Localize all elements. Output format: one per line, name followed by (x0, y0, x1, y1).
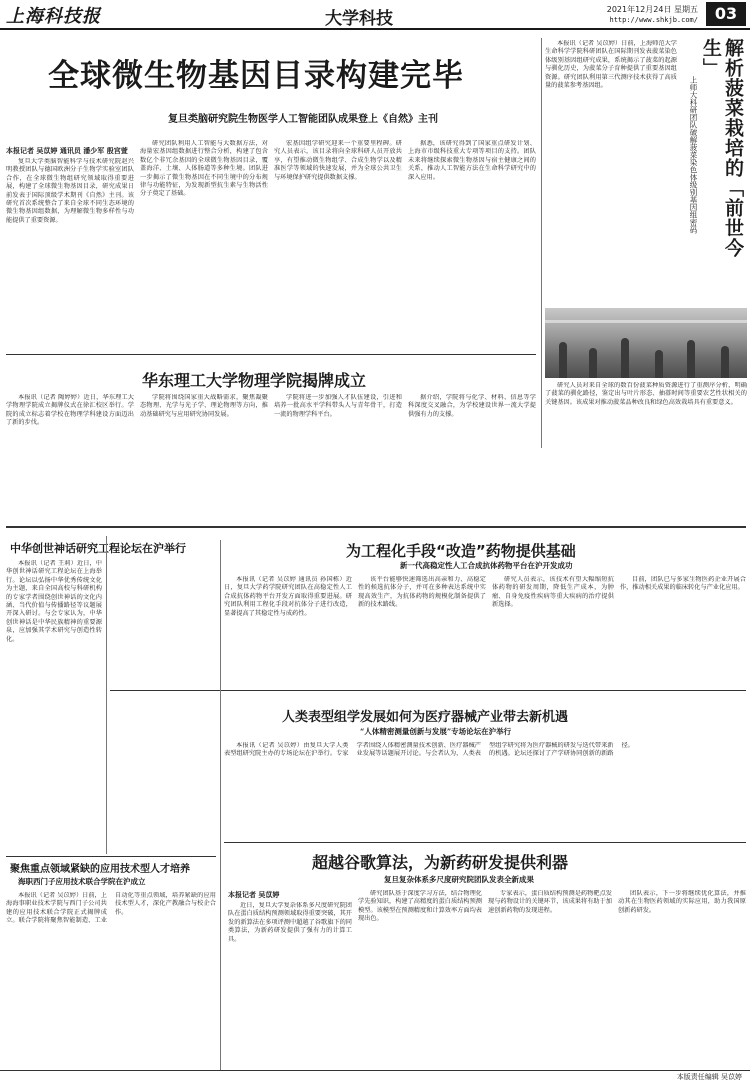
article-7-column-4 (618, 890, 746, 1066)
masthead (0, 0, 750, 30)
sidebar-subtitle: 上师大科研团队破解菠菜染色体级别基因组密码 (689, 76, 698, 234)
article-7-headline: 超越谷歌算法，为新药研发提供利器 (312, 853, 569, 872)
article-4-subtitle: 新一代高稳定性人工合成抗体药物平台在沪开发成功 (400, 561, 573, 570)
responsible-editor: 本版责任编辑 吴苡婷 (676, 1073, 742, 1081)
article-2-column-1 (6, 394, 134, 520)
paragraph: 复旦大学类脑智能科学与技术研究院赵兴明教授团队与德国欧洲分子生物学实验室团队合作，在全球微生物组研究领域取得重要进展，构建了全球微生物基因目录，研究成果日前发表于国际顶级学术期刊《自然》主刊。该研究首次系统整合了来自全球不同生态环境的微生物基因组数据，为理解微生物多样性与功能提供了重要资源。 (6, 158, 134, 224)
photo-plant (559, 342, 567, 378)
paragraph: 专家表示，蛋白质结构预测是药物靶点发现与药物设计的关键环节，该成果将有助于加速创新药物的发现进程。 (488, 890, 612, 914)
article-4-column-1 (224, 576, 352, 682)
paragraph: 宏基因组学研究迎来一个重要里程碑。研究人员表示，该目录将向全球科研人员开放共享，有望推动微生物组学、合成生物学以及精准医学等领域的快速发展，并为全球公共卫生与环境保护研究提供数据支撑。 (274, 140, 402, 181)
spinach-greenhouse-photo (545, 308, 747, 378)
article-1-subtitle: 复旦类脑研究院生物医学人工智能团队成果登上《自然》主刊 (168, 114, 438, 125)
section-divider (6, 856, 216, 857)
column-divider (106, 536, 107, 854)
page-footer (0, 1070, 750, 1082)
paragraph: 目前，团队已与多家生物医药企业开展合作，推动相关成果的临床转化与产业化应用。 (620, 576, 746, 592)
paragraph: 近日，复旦大学复杂体系多尺度研究院团队在蛋白质结构预测领域取得重要突破，其开发的新算法在多项评测中超越了谷歌旗下的同类算法，为新药研发提供了强有力的计算工具。 (228, 902, 352, 943)
article-1-column-3 (274, 140, 402, 348)
article-7-column-2 (358, 890, 482, 1066)
article-4-column-2 (358, 576, 486, 682)
article-6-text (224, 742, 746, 838)
sidebar-column-2 (545, 382, 747, 444)
section-divider (6, 526, 746, 528)
sidebar-column-1 (545, 40, 677, 302)
article-2-column-2 (140, 394, 268, 520)
article-6-headline: 人类表型组学发展如何为医疗器械产业带去新机遇 (282, 710, 569, 725)
photo-plant (589, 348, 597, 378)
website-url[interactable]: http://www.shkjb.com/ (609, 16, 698, 24)
page-number: 03 (706, 2, 746, 26)
column-divider (220, 540, 221, 1070)
paragraph: 学院将围绕国家重大战略需求，聚焦凝聚态物理、光学与光子学、理论物理等方向，推动基础研究与应用研究协同发展。 (140, 394, 268, 418)
paragraph: 研究人员表示，该技术有望大幅缩短抗体药物的研发周期，降低生产成本，为肿瘤、自身免疫性疾病等重大疾病的治疗提供新选择。 (492, 576, 614, 609)
article-6-subtitle: “人体精密测量创新与发展”专场论坛在沪举行 (360, 727, 512, 736)
photo-plant (621, 338, 629, 378)
paragraph: 本报讯（记者 吴苡婷）日前，上海海事职业技术学院与西门子公司共建的应用技术联合学院正式揭牌成立。联合学院将聚焦智能制造、工业自动化等重点领域，培养紧缺的应用技术型人才，深化产教融合与校企合作。 (6, 892, 216, 925)
paragraph: 该平台能够快速筛选出高亲和力、高稳定性的候选抗体分子，并可在多种表达系统中实现高效生产，为抗体药物的规模化制备提供了新的技术路线。 (358, 576, 486, 609)
article-7-subtitle: 复旦复杂体系多尺度研究院团队发表全新成果 (384, 875, 534, 884)
article-2-headline: 华东理工大学物理学院揭牌成立 (142, 371, 367, 390)
photo-plant (655, 350, 663, 378)
paragraph: 研究人员对来自全球的数百份菠菜种质资源进行了重测序分析，明确了菠菜的驯化路径，鉴定出与叶片形态、抽薹时间等重要农艺性状相关的关键基因。该成果对推动菠菜品种改良和绿色高效栽培具有重要意义。 (545, 382, 747, 406)
article-2-column-4 (408, 394, 536, 520)
paragraph: 学院将进一步加强人才队伍建设，引进和培养一批高水平学科带头人与青年骨干，打造一流的物理学科平台。 (274, 394, 402, 418)
article-7-column-3 (488, 890, 612, 1066)
article-1-column-1 (6, 158, 134, 348)
paragraph: 本报讯（记者 吴苡婷）由复旦大学人类表型组研究院主办的专场论坛在沪举行。专家学者围绕人体精密测量技术创新、医疗器械产业发展等话题展开讨论。与会者认为，人类表型组学研究将为医疗器械的研发与迭代带来新的机遇。论坛还探讨了产学研协同创新的新路径。 (224, 742, 634, 758)
article-5-text (6, 892, 216, 1068)
section-divider (224, 842, 746, 843)
photo-plant (687, 340, 695, 378)
article-1-headline: 全球微生物基因目录构建完毕 (48, 58, 464, 94)
article-4-column-4 (620, 576, 746, 682)
paragraph: 本报讯（记者 吴苡婷）日前，上海师范大学生命科学学院科研团队在国际期刊发表菠菜染色体级别基因组研究成果，系统揭示了菠菜的起源与驯化历史，为菠菜分子育种提供了重要基因组资源。研究团队利用第三代测序技术获得了高质量的菠菜参考基因组。 (545, 40, 677, 90)
article-1-byline: 本报记者 吴苡婷 通讯员 潘少军 殷宫萱 (6, 147, 128, 155)
article-1-column-4 (408, 140, 536, 348)
article-5-subtitle: 海职西门子应用技术联合学院在沪成立 (18, 877, 146, 886)
article-4-headline: 为工程化手段“改造”药物提供基础 (346, 542, 576, 560)
article-2-column-3 (274, 394, 402, 520)
newspaper-logo: 上海科技报 (6, 6, 101, 27)
article-7-byline: 本报记者 吴苡婷 (228, 891, 280, 899)
article-1-column-2 (140, 140, 268, 348)
paragraph: 本报讯（记者 吴苡婷 通讯员 孙国栋）近日，复旦大学药学院研究团队在高稳定性人工合成抗体药物平台开发方面取得重要进展。研究团队利用工程化手段对抗体分子进行改造，显著提高了其稳定性与成药性。 (224, 576, 352, 617)
paragraph: 本报讯（记者 陶婷婷）近日，华东理工大学物理学院成立揭牌仪式在徐汇校区举行。学院的成立标志着学校在物理学科建设方面迈出了新的步伐。 (6, 394, 134, 427)
paragraph: 本报讯（记者 王莉）近日，中华创世神话研究工程论坛在上海举行。论坛以弘扬中华优秀传统文化为主题，来自全国高校与科研机构的专家学者围绕创世神话的文化内涵、当代价值与传播路径等议题展开深入研讨。与会专家认为，中华创世神话是中华民族精神的重要源泉，应加强其学术研究与创造性转化。 (6, 560, 102, 643)
sidebar-headline: 解析菠菜栽培的「前世今生」 (700, 38, 744, 258)
section-divider (6, 354, 536, 355)
section-title: 大学科技 (325, 9, 393, 29)
article-3-headline: 中华创世神话研究工程论坛在沪举行 (10, 542, 186, 555)
issue-date: 2021年12月24日 星期五 (606, 5, 698, 14)
paragraph: 研究团队利用人工智能与大数据方法，对海量宏基因组数据进行整合分析，构建了包含数亿个非冗余基因的全球微生物基因目录，覆盖海洋、土壤、人体肠道等多种生境。团队进一步揭示了微生物基因在不同生境中的分布规律与功能特征，为发现新型抗生素与生物活性分子奠定了基础。 (140, 140, 268, 198)
column-divider (541, 38, 542, 448)
article-3-column (6, 560, 102, 850)
photo-plant (721, 346, 729, 378)
section-divider (110, 690, 746, 691)
paragraph: 研究团队基于深度学习方法，结合物理化学先验知识，构建了高精度的蛋白质结构预测模型。该模型在预测精度和计算效率方面均表现出色。 (358, 890, 482, 923)
paragraph: 团队表示，下一步将继续优化算法，并推动其在生物医药领域的实际应用，助力我国原创新药研发。 (618, 890, 746, 914)
article-4-column-3 (492, 576, 614, 682)
article-7-column-1 (228, 902, 352, 1066)
photo-rack (545, 320, 747, 323)
paragraph: 据悉，该研究得到了国家重点研发计划、上海市市级科技重大专项等项目的支持。团队未来将继续探索微生物基因与宿主健康之间的关系，推动人工智能方法在生命科学研究中的深入应用。 (408, 140, 536, 181)
article-5-headline: 聚焦重点领域紧缺的应用技术型人才培养 (10, 864, 190, 875)
paragraph: 据介绍，学院将与化学、材料、信息等学科深度交叉融合，为学校建设世界一流大学提供强有力的支撑。 (408, 394, 536, 418)
